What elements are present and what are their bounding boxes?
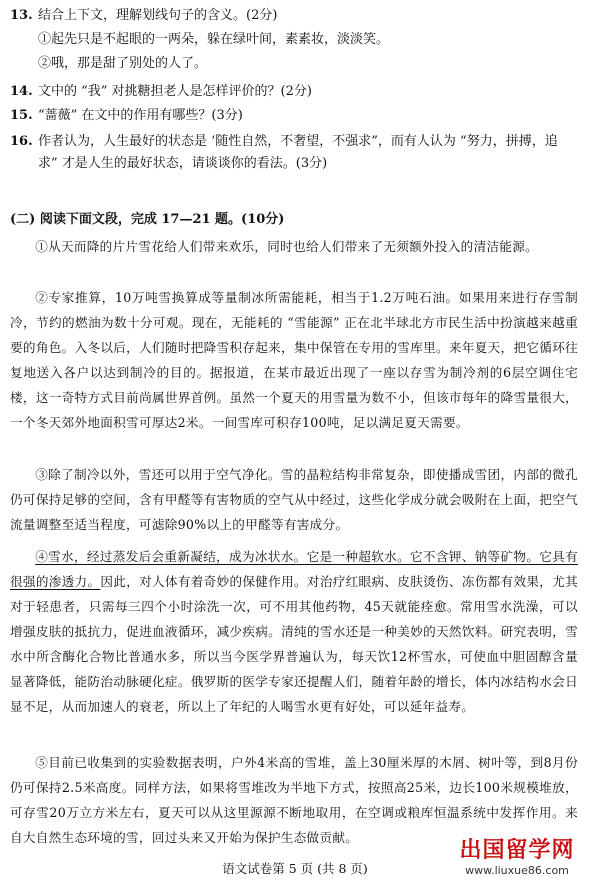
question-number: 15. bbox=[10, 108, 33, 123]
question-text: 结合上下文，理解划线句子的含义。(2分) bbox=[38, 8, 278, 23]
question-16 bbox=[10, 131, 576, 175]
passage-paragraph-1: ①从天而降的片片雪花给人们带来欢乐，同时也给人们带来了无须额外投入的清洁能源。 bbox=[35, 239, 539, 254]
question-number: 16. bbox=[10, 134, 33, 149]
question-text: “蔷薇” 在文中的作用有哪些？(3分) bbox=[38, 108, 243, 123]
question-number: 13. bbox=[10, 8, 33, 23]
watermark-title: 出国留学网 bbox=[459, 838, 575, 863]
passage-paragraph-3: ③除了制冷以外，雪还可以用于空气净化。雪的晶粒结构非常复杂，即使播成雪团，内部的微孔仍可保持足够的空间，含有甲醛等有害物质的空气从中经过，这些化学成分就会吸附在上面，把空气流量调整至适当程度，可滤除90%以上的甲醛等有害成分。 bbox=[10, 467, 578, 532]
passage-paragraph-2: ②专家推算，10万吨雪换算成等量制冰所需能耗，相当于1.2万吨石油。如果用来进行存雪制冷，节约的燃油为数十分可观。现在，无能耗的 “雪能源” 正在北半球北方市民生活中扮演越来越重要的角色。入冬以后，人们随时把降雪积存起来，集中保管在专用的雪库里。来年夏天，把它循环往复地送入各户以达到制冷的目的。据报道，在某市最近出现了一座以存雪为制冷剂的6层空调住宅楼，这一奇特方式目前尚属世界首例。虽然一个夏天的用雪量为数不小，但该市每年的降雪量很大，一个冬天郊外地面积雪可厚达2米。一间雪库可积存100吨，足以满足夏天需要。 bbox=[10, 290, 578, 430]
question-13-sentence-2: ②哦，那是甜了别处的人了。 bbox=[38, 56, 208, 71]
underlined-sentence: ④雪水，经过蒸发后会重新凝结，成为冰状水。它是一种超软水。它不含钾、钠等矿物。它具有很强的渗透力。 bbox=[10, 549, 578, 589]
section-2-title: (二) 阅读下面文段，完成 17—21 题。(10分) bbox=[10, 212, 285, 227]
question-number: 14. bbox=[10, 84, 33, 99]
page-footer: 语文试卷第 5 页 (共 8 页) bbox=[222, 861, 368, 876]
question-text: 作者认为，人生最好的状态是 ‘随性自然，不奢望，不强求”，而有人认为 “努力，拼搏，追求” 才是人生的最好状态，请谈谈你的看法。(3分) bbox=[38, 134, 558, 171]
question-13 bbox=[10, 6, 580, 26]
question-13-sentence-1: ①起先只是不起眼的一两朵，躲在绿叶间，素素妆，淡淡笑。 bbox=[38, 32, 390, 47]
paragraph-4-rest: 因此，对人体有着奇妙的保健作用。对治疗红眼病、皮肤烫伤、冻伤都有效果，尤其对于轻患者，只需每三四个小时涂洗一次，可不用其他药物，45天就能痊愈。常用雪水洗澡，可以增强皮肤的抵抗力，促进血液循环，减少疾病。清纯的雪水还是一种美妙的天然饮料。研究表明，雪水中所含酶化合物比普通水多，所以当今医学界普遍认为，每天饮12杯雪水，可使血中胆固醇含量显著降低，能防治动脉硬化症。俄罗斯的医学专家还提醒人们，随着年龄的增长，体内冰结构水会日显不足，从而加速人的衰老，所以上了年纪的人喝雪水更有好处，可以延年益寿。 bbox=[10, 574, 578, 714]
passage-paragraph-4 bbox=[10, 544, 578, 719]
watermark-logo bbox=[452, 838, 582, 884]
question-text: 文中的 “我” 对挑糖担老人是怎样评价的？(2分) bbox=[38, 84, 312, 99]
watermark-url: www.liuxue86.com bbox=[465, 864, 569, 877]
question-15 bbox=[10, 106, 580, 126]
question-14 bbox=[10, 82, 580, 102]
passage-paragraph-5: ⑤目前已收集到的实验数据表明，户外4米高的雪堆，盖上30厘米厚的木屑、树叶等，到8月份仍可保持2.5米高度。同样方法，如果将雪堆改为半地下方式，按照高25米，边长100米规模堆放，可存雪20万立方米左右，夏天可以从这里源源不断地取用，在空调或粮库恒温系统中发挥作用。来自大自然生态环境的雪，回过头来又开始为保护生态做贡献。 bbox=[10, 755, 578, 845]
